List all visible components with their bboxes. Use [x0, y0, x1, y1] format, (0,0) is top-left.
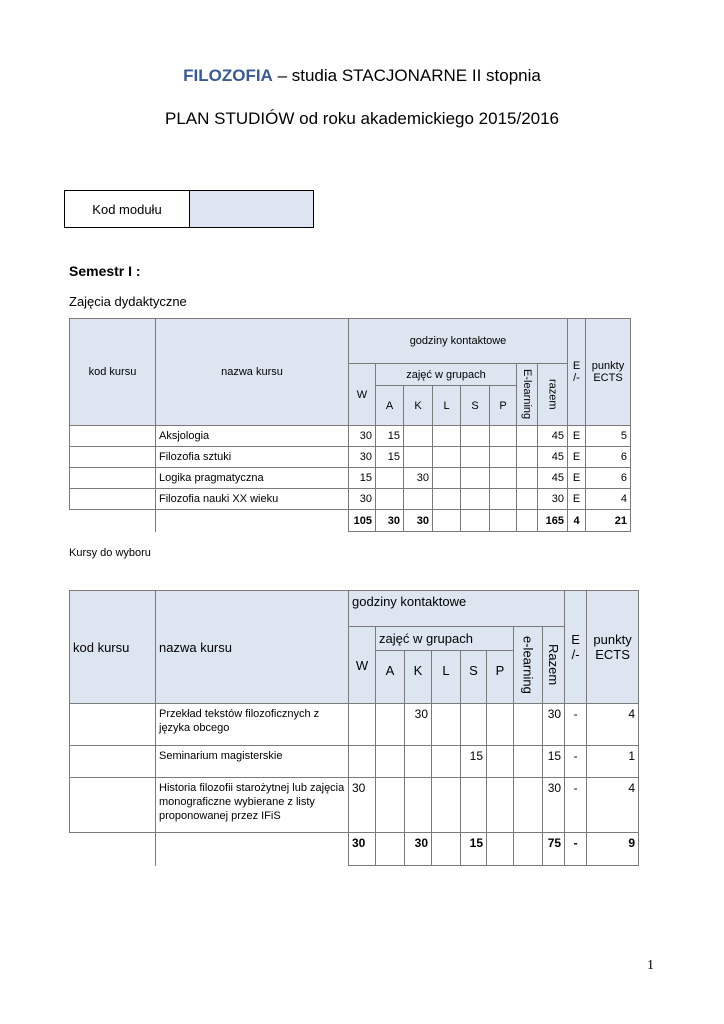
cell-nazwa: Aksjologia	[156, 426, 349, 447]
cell-nazwa: Historia filozofii starożytnej lub zajęcia monograficzne wybierane z listy proponowanej przez IFiS	[156, 778, 349, 833]
cell-k	[405, 778, 432, 833]
cell-p	[487, 746, 514, 778]
header-exam: E /-	[565, 591, 587, 704]
semester-heading: Semestr I :	[69, 263, 141, 279]
cell-empty	[70, 510, 156, 532]
module-code-box	[64, 190, 314, 228]
header-razem: Razem	[543, 627, 565, 704]
cell-kod	[70, 778, 156, 833]
cell-el	[514, 746, 543, 778]
cell-nazwa: Seminarium magisterskie	[156, 746, 349, 778]
header-row	[70, 591, 639, 627]
title-highlight: FILOZOFIA	[183, 66, 273, 85]
cell-s	[461, 489, 490, 510]
cell-razem: 45	[538, 468, 568, 489]
total-e: 4	[568, 510, 586, 532]
header-exam: E /-	[568, 319, 586, 426]
total-k: 30	[404, 510, 433, 532]
section-label-classes: Zajęcia dydaktyczne	[69, 294, 187, 309]
total-ects: 9	[587, 833, 639, 866]
cell-kod	[70, 468, 156, 489]
cell-e: -	[565, 778, 587, 833]
table-row	[70, 468, 631, 489]
cell-p	[490, 489, 517, 510]
cell-nazwa: Logika pragmatyczna	[156, 468, 349, 489]
cell-p	[490, 468, 517, 489]
total-ects: 21	[586, 510, 631, 532]
cell-kod	[70, 704, 156, 746]
document-subtitle: PLAN STUDIÓW od roku akademickiego 2015/2016	[164, 109, 560, 128]
cell-razem: 30	[543, 778, 565, 833]
header-a: A	[376, 386, 404, 426]
cell-w: 15	[349, 468, 376, 489]
cell-empty	[156, 833, 349, 866]
cell-a	[376, 489, 404, 510]
cell-l	[432, 704, 461, 746]
cell-p	[487, 704, 514, 746]
table-row	[70, 746, 639, 778]
cell-razem: 30	[538, 489, 568, 510]
total-s	[461, 510, 490, 532]
cell-el	[517, 447, 538, 468]
total-row	[70, 510, 631, 532]
header-k: K	[404, 386, 433, 426]
table-row	[70, 704, 639, 746]
total-row	[70, 833, 639, 866]
cell-s	[461, 468, 490, 489]
cell-empty	[156, 510, 349, 532]
header-w: W	[349, 627, 376, 704]
cell-k	[404, 426, 433, 447]
total-razem: 75	[543, 833, 565, 866]
cell-s	[461, 704, 487, 746]
table-row	[70, 778, 639, 833]
cell-e: -	[565, 746, 587, 778]
cell-kod	[70, 489, 156, 510]
cell-ects: 5	[586, 426, 631, 447]
header-p: P	[487, 651, 514, 704]
header-nazwa-kursu: nazwa kursu	[156, 319, 349, 426]
electives-table	[69, 590, 639, 866]
cell-p	[490, 447, 517, 468]
cell-k: 30	[405, 704, 432, 746]
table-row	[70, 489, 631, 510]
cell-kod	[70, 746, 156, 778]
cell-a	[376, 468, 404, 489]
total-w: 30	[349, 833, 376, 866]
cell-a: 15	[376, 426, 404, 447]
total-a: 30	[376, 510, 404, 532]
cell-e: -	[565, 704, 587, 746]
cell-l	[432, 746, 461, 778]
header-k: K	[405, 651, 432, 704]
cell-e: E	[568, 447, 586, 468]
cell-el	[514, 704, 543, 746]
cell-w: 30	[349, 426, 376, 447]
cell-w	[349, 704, 376, 746]
total-p	[487, 833, 514, 866]
header-elearning: e-learning	[514, 627, 543, 704]
cell-l	[433, 447, 461, 468]
cell-s	[461, 447, 490, 468]
total-k: 30	[405, 833, 432, 866]
header-ects: punkty ECTS	[586, 319, 631, 426]
cell-ects: 4	[587, 778, 639, 833]
header-kod-kursu: kod kursu	[70, 319, 156, 426]
cell-ects: 4	[586, 489, 631, 510]
header-kod-kursu: kod kursu	[70, 591, 156, 704]
cell-ects: 6	[586, 447, 631, 468]
cell-el	[514, 778, 543, 833]
cell-s	[461, 778, 487, 833]
total-razem: 165	[538, 510, 568, 532]
cell-a: 15	[376, 447, 404, 468]
header-zajec-w-grupach: zajęć w grupach	[376, 364, 517, 386]
header-s: S	[461, 651, 487, 704]
total-el	[517, 510, 538, 532]
cell-ects: 1	[587, 746, 639, 778]
header-a: A	[376, 651, 405, 704]
cell-p	[487, 778, 514, 833]
header-l: L	[432, 651, 461, 704]
cell-razem: 15	[543, 746, 565, 778]
cell-k: 30	[404, 468, 433, 489]
total-el	[514, 833, 543, 866]
cell-l	[433, 489, 461, 510]
cell-w: 30	[349, 447, 376, 468]
header-s: S	[461, 386, 490, 426]
cell-l	[433, 468, 461, 489]
cell-e: E	[568, 468, 586, 489]
header-zajec-w-grupach: zajęć w grupach	[376, 627, 514, 651]
cell-p	[490, 426, 517, 447]
cell-razem: 45	[538, 447, 568, 468]
cell-razem: 45	[538, 426, 568, 447]
total-w: 105	[349, 510, 376, 532]
total-e: -	[565, 833, 587, 866]
cell-w	[349, 746, 376, 778]
courses-table	[69, 318, 631, 532]
cell-k	[405, 746, 432, 778]
table-row	[70, 426, 631, 447]
cell-razem: 30	[543, 704, 565, 746]
cell-w: 30	[349, 778, 376, 833]
cell-a	[376, 778, 405, 833]
table-row	[70, 447, 631, 468]
cell-el	[517, 426, 538, 447]
cell-kod	[70, 426, 156, 447]
cell-nazwa: Filozofia sztuki	[156, 447, 349, 468]
section-label-electives: Kursy do wyboru	[69, 547, 151, 559]
cell-k	[404, 447, 433, 468]
header-godziny-kontaktowe: godziny kontaktowe	[349, 319, 568, 364]
cell-e: E	[568, 489, 586, 510]
cell-a	[376, 704, 405, 746]
cell-el	[517, 468, 538, 489]
title-rest: – studia STACJONARNE II stopnia	[272, 66, 541, 85]
cell-empty	[70, 833, 156, 866]
header-godziny-kontaktowe: godziny kontaktowe	[349, 591, 565, 627]
cell-kod	[70, 447, 156, 468]
page-number: 1	[647, 958, 654, 973]
total-l	[432, 833, 461, 866]
cell-w: 30	[349, 489, 376, 510]
cell-a	[376, 746, 405, 778]
cell-k	[404, 489, 433, 510]
document-title	[0, 66, 724, 86]
cell-nazwa: Filozofia nauki XX wieku	[156, 489, 349, 510]
cell-e: E	[568, 426, 586, 447]
total-l	[433, 510, 461, 532]
header-row	[70, 319, 631, 364]
cell-ects: 6	[586, 468, 631, 489]
header-razem: razem	[538, 364, 568, 426]
module-code-label: Kod modułu	[65, 191, 190, 227]
cell-el	[517, 489, 538, 510]
module-code-value[interactable]	[190, 191, 313, 227]
cell-s: 15	[461, 746, 487, 778]
cell-l	[432, 778, 461, 833]
header-w: W	[349, 364, 376, 426]
cell-l	[433, 426, 461, 447]
cell-s	[461, 426, 490, 447]
cell-nazwa: Przekład tekstów filozoficznych z języka obcego	[156, 704, 349, 746]
header-nazwa-kursu: nazwa kursu	[156, 591, 349, 704]
total-s: 15	[461, 833, 487, 866]
total-a	[376, 833, 405, 866]
header-l: L	[433, 386, 461, 426]
cell-ects: 4	[587, 704, 639, 746]
header-ects: punkty ECTS	[587, 591, 639, 704]
header-p: P	[490, 386, 517, 426]
total-p	[490, 510, 517, 532]
header-elearning: E-learning	[517, 364, 538, 426]
